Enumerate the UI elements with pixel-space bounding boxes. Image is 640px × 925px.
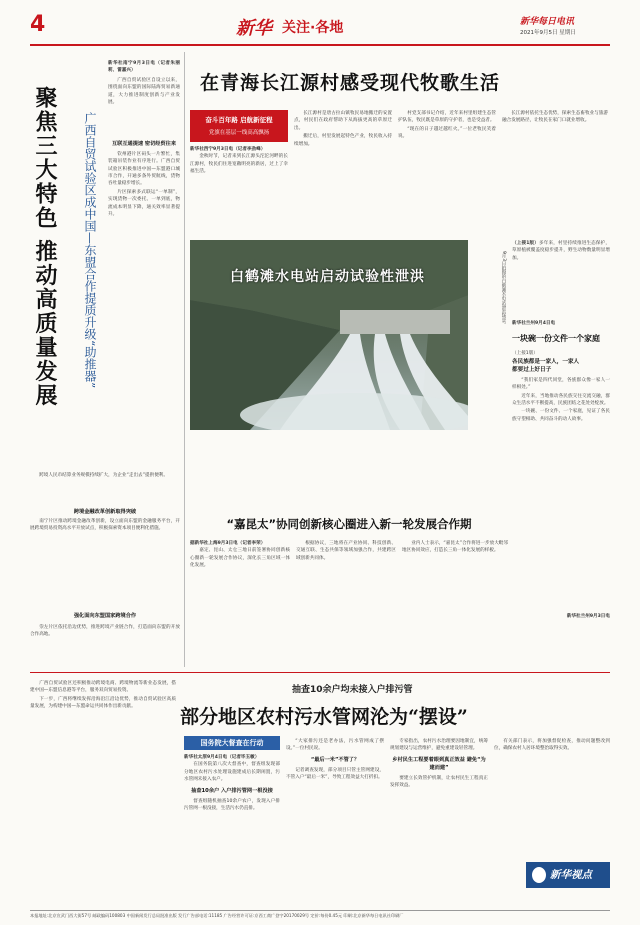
story4-body: 新华社太原9月4日电（记者毕玉敏） 在国务院第八次大督查中，督查组发现部分地区农村污水处理设施建成后长期闲置，污水管网未接入农户。 抽查10余户 入户排污管网一根没接 督查组随机抽查10余户农户，发现入户排污管网一根没接，生活污水仍直排。 [184, 755, 280, 812]
story2-section2: 跨境金融改革创新取得突破 [73, 509, 137, 515]
badge-bottom: 党旗在基层一线高高飘扬 [208, 130, 270, 136]
story2-byline: 新华社南宁9月3日电（记者朱丽莉、雷嘉兴） [108, 61, 180, 74]
story4-section3: 乡村民生工程要着眼到真正效益 避免“为建而建” [392, 756, 486, 771]
sidebar-caption: （上接1版）多年来，村里持续推进生态保护，草原植被覆盖度稳步提升，野生动物数量明显增加。 [512, 241, 610, 261]
masthead-rule [30, 44, 610, 46]
photo-caption-text: 9月3日拍摄的白鹤滩水电站泄洪场景。 [468, 240, 508, 430]
story1-headline: 在青海长江源村感受现代牧歌生活 [200, 72, 501, 94]
story2-body [108, 60, 180, 468]
date-line: 2021年9月5日 星期日 [520, 30, 576, 36]
sidebar-headline: 一块碗一份文件一个家庭 [512, 334, 600, 344]
story2-section3: 强化面向东盟国家跨境合作 [73, 613, 137, 619]
story3-byline: 据新华社上海9月3日电（记者李荣） [190, 541, 266, 546]
section-title: 关注·各地 [282, 20, 344, 36]
story3-body: 根据协议，三地将在产业协同、科技创新、交通互联、生态共保等领域加强合作，共建跨区域创新共同体。 [296, 541, 396, 561]
sidebar-sub2: 都要过上好日子 [512, 366, 552, 373]
xinhua-shidian-badge [526, 862, 610, 888]
story1-body: 长江源村依托生态优势，探索生态畜牧业与旅游融合发展路径，让牧民在家门口就业增收。 [502, 111, 608, 124]
story4-section1: 抽查10余户 入户排污管网一根没接 [191, 787, 273, 794]
sidebar-caption-tag: （上接1版） [512, 241, 540, 246]
story4-label [184, 736, 280, 750]
story2-continued: 广西自贸试验区还积极推动跨境电商、跨境物流等新业态发展，搭建中国—东盟信息港等平台，服务双向贸易投资。 下一步，广西将继续发挥沿海沿江沿边优势，推动自贸试验区高质量发展，为构建中国—东盟命运共同体作出新贡献。 [30, 681, 176, 710]
story3-body: 据新华社上海9月3日电（记者李荣） 嘉定、昆山、太仓三地日前签署协同创新核心圈新一轮发展合作协议，深化长三角区域一体化发展。 [190, 541, 290, 569]
newspaper-name: 新华每日电讯 [520, 17, 575, 27]
sidebar-sub1: 各民族都是一家人，一家人 [512, 358, 580, 365]
watermark-text: 新华视点 [550, 869, 592, 881]
story4-headline: 部分地区农村污水管网沦为“摆设” [180, 706, 468, 728]
sidebar-body: “我们家是四代同堂，各族群众像一家人一样相处。” 近年来，当地推动各民族交往交流交融，群众生活水平不断提高，民族团结之花处处绽放。 一块碗、一份文件、一个家庭，见证了各民族守望相助、共同奋斗的动人故事。 [512, 377, 610, 422]
story1-byline: 新华社西宁9月3日电（记者李劲峰） [190, 147, 266, 152]
story2-headline: 聚焦三大特色 推动高质量发展 [32, 86, 58, 408]
story3-body: 业内人士表示，“嘉昆太”合作将进一步放大毗邻地区协同效应，打造长三角一体化发展的样板。 [402, 541, 508, 554]
story4-body: 有关部门表示，将加强督促检查，推动问题整改到位，确保农村人居环境整治取得实效。 [494, 739, 610, 752]
story2-subtitle: 广西自贸试验区成中国—东盟合作提质升级“助推器” [83, 112, 97, 389]
footer-text: 本报地址:北京宣武门西大街57号 邮政编码100803 中国新闻发行总局批准出版 发行广告部电话:11185 广告经营许可证:京西工商广登字20170029号 定价:每份0.45元 印刷:北京新华每日电讯社印刷厂 [30, 913, 404, 918]
footer-rule [30, 910, 610, 911]
dam-photo [190, 240, 508, 430]
story2-section1: 互联互通提速 密切经贸往来 [111, 140, 177, 147]
story4-body: 专家指出，农村污水治理要因地制宜，统筹规划建设与运营维护，避免重建设轻管理。 乡村民生工程要着眼到真正效益 避免“为建而建” 要建立长效管护机制，让农村民生工程真正发挥效益。 [390, 739, 488, 789]
story2-left-column [30, 52, 182, 667]
story2-lower-body: 崇左片区依托沿边优势，推进跨境产业链合作，打造面向东盟的开放合作高地。 [30, 625, 180, 638]
story3 [190, 436, 508, 668]
section-rule [30, 672, 610, 673]
story2-lower-body: 南宁片区推动跨境金融改革创新，设立面向东盟的金融服务平台，开展跨境贸易投资高水平开放试点，积极探索资本项目便利化措施。 [30, 519, 180, 532]
story4-byline: 新华社太原9月4日电（记者毕玉敏） [184, 755, 260, 760]
story2-paragraph: 广西自贸试验区自设立以来，围绕面向东盟的国际陆海贸易新通道，大力推进制度创新与产业发展。 [108, 77, 180, 106]
sidebar-byline: 新华社兰州9月4日电 [512, 321, 556, 326]
masthead-logo: 新华 [236, 18, 272, 39]
badge-top: 奋斗百年路 启航新征程 [205, 116, 273, 124]
story4-body: “大家排污还是老办法，污水管网成了摆设。”一位村民说。 “最后一米”不管了？ 记者调查发现，部分项目只管主管网建设，不管入户“最后一米”，导致工程效益大打折扣。 [286, 739, 384, 781]
story1-body: 新华社西宁9月3日电（记者李劲峰） 金秋时节，记者来到长江源头沱沱河畔的长江源村，牧民们住进宽敞明亮的新居，过上了幸福生活。 [190, 147, 288, 175]
story1-body: 村党支部书记介绍，近年来村里组建生态管护队伍，牧民既是草原的守护者，也是受益者。 “现在的日子越过越红火。”一位老牧民笑着说。 [398, 111, 496, 140]
story3-headline: “嘉昆太”协同创新核心圈进入新一轮发展合作期 [226, 517, 472, 531]
story1 [190, 52, 610, 238]
story2-lower-body: 跨境人民币结算业务规模持续扩大，为企业“走出去”提供便利。 [39, 473, 168, 478]
column-divider [184, 52, 185, 667]
story1-body: 长江源村是唐古拉山镇牧民易地搬迁的安置点，村民们在政府帮助下从海拔更高的草原迁出。 搬迁后，村里发展起特色产业，牧民收入持续增加。 [294, 111, 392, 147]
story4-kicker: 抽查10余户均未接入户排污管 [292, 685, 413, 695]
story4-section2: “最后一米”不管了？ [310, 756, 360, 763]
sidebar-tag: （上接1版） [512, 351, 538, 357]
story1-badge [190, 110, 288, 142]
photo-caption: 白鹤滩水电站启动试验性泄洪 [230, 269, 425, 285]
sidebar-footer: 新华社兰州9月3日电 [566, 613, 610, 619]
page-number: 4 [30, 12, 46, 37]
story2-paragraph: 钦州港片区码头一片繁忙，集装箱吊装作业有序进行。广西自贸试验区积极推进中国—东盟港口城市合作，开通多条外贸航线，货物吞吐量稳步增长。 片区探索多式联运“一单制”，实现货物一次委托、一单到底，物流成本明显下降，通关效率显著提升。 [108, 151, 180, 218]
sidebar [512, 240, 610, 668]
badge-icon [532, 867, 546, 883]
masthead [0, 0, 640, 46]
inspection-label: 国务院大督查在行动 [184, 736, 280, 750]
